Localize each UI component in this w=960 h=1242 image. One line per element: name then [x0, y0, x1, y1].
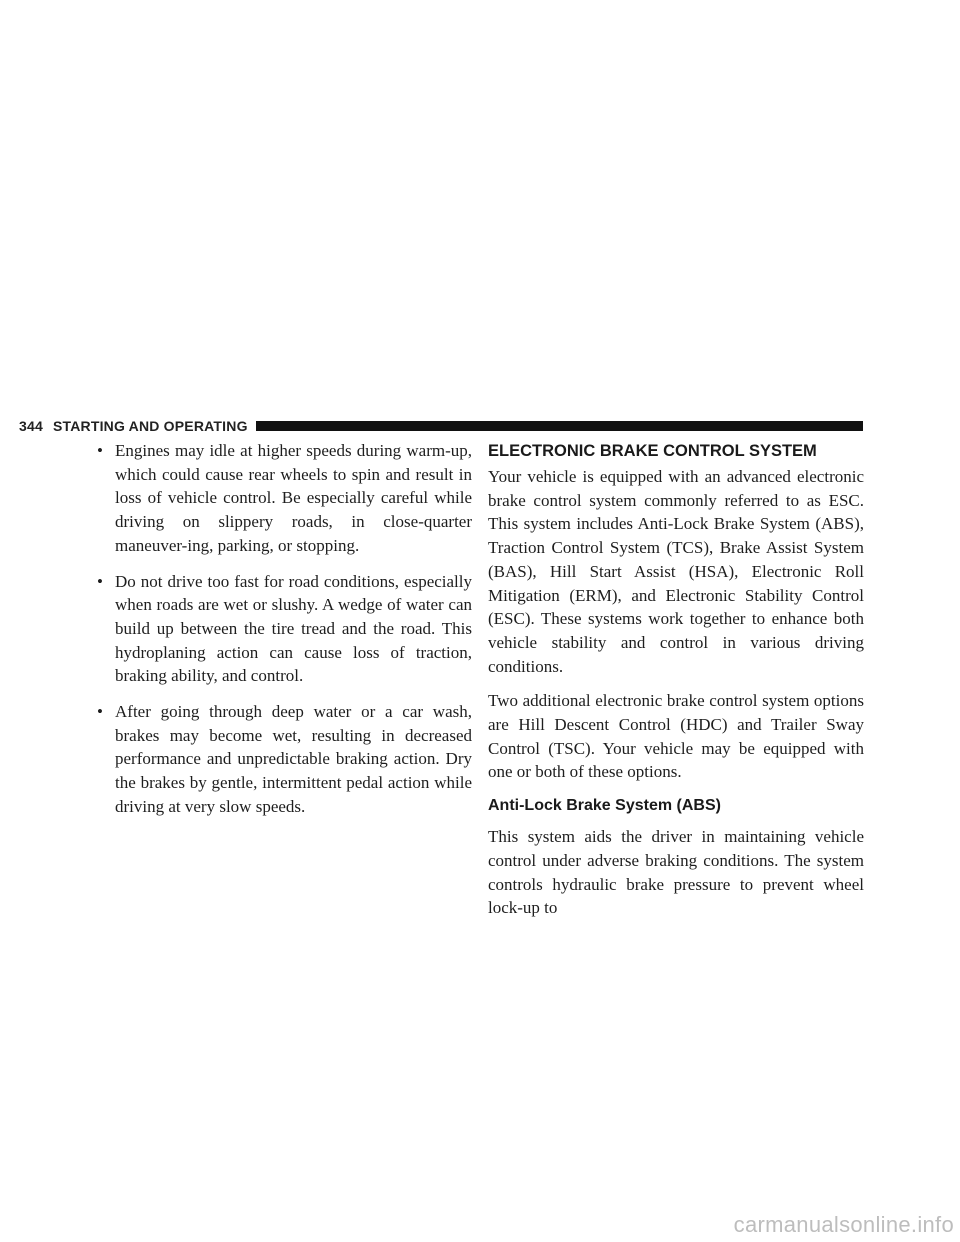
- bullet-item: [96, 700, 472, 819]
- bullet-item: [96, 570, 472, 689]
- watermark: carmanualsonline.info: [733, 1212, 954, 1237]
- section-heading: ELECTRONIC BRAKE CONTROL SYSTEM: [488, 442, 817, 460]
- page-number: 344: [19, 418, 43, 434]
- bullet-text: Engines may idle at higher speeds during warm-up, which could cause rear wheels to spin and result in loss of vehicle control. Be especially careful while driving on slippery roads, in close-quarter maneuver-ing, parking, or stopping.: [115, 441, 472, 555]
- section-title: STARTING AND OPERATING: [52, 418, 248, 434]
- paragraph: Your vehicle is equipped with an advanced electronic brake control system commonly referred to as ESC. This system includes Anti-Lock Brake System (ABS), Traction Control System (TCS), Brake Assist System (BAS), Hill Start Assist (HSA), Electronic Roll Mitigation (ERM), and Electronic Stability Control (ESC). These systems work together to enhance both vehicle stability and control in various driving conditions.: [488, 467, 864, 676]
- bullet-icon: •: [97, 441, 103, 460]
- right-column: [488, 441, 864, 931]
- bullet-icon: •: [97, 702, 103, 722]
- paragraph: This system aids the driver in maintaining vehicle control under adverse braking conditions. The system controls hydraulic brake pressure to prevent wheel lock-up to: [488, 827, 864, 918]
- bullet-icon: •: [97, 571, 103, 591]
- bullet-item: [96, 439, 472, 558]
- header-rule: [256, 421, 863, 431]
- subsection-heading: Anti-Lock Brake System (ABS): [488, 797, 721, 815]
- left-column: [96, 439, 472, 831]
- paragraph: Two additional electronic brake control system options are Hill Descent Control (HDC) and Trailer Sway Control (TSC). Your vehicle may be equipped with one or both of these options.: [488, 691, 864, 782]
- bullet-text: After going through deep water or a car wash, brakes may become wet, resulting in decreased performance and unpredictable braking action. Dry the brakes by gentle, intermittent pedal action while driving at very slow speeds.: [115, 702, 472, 816]
- page-header: [19, 418, 863, 434]
- bullet-text: Do not drive too fast for road conditions, especially when roads are wet or slushy. A wedge of water can build up between the tire tread and the road. This hydroplaning action can cause loss of traction, braking ability, and control.: [115, 571, 472, 686]
